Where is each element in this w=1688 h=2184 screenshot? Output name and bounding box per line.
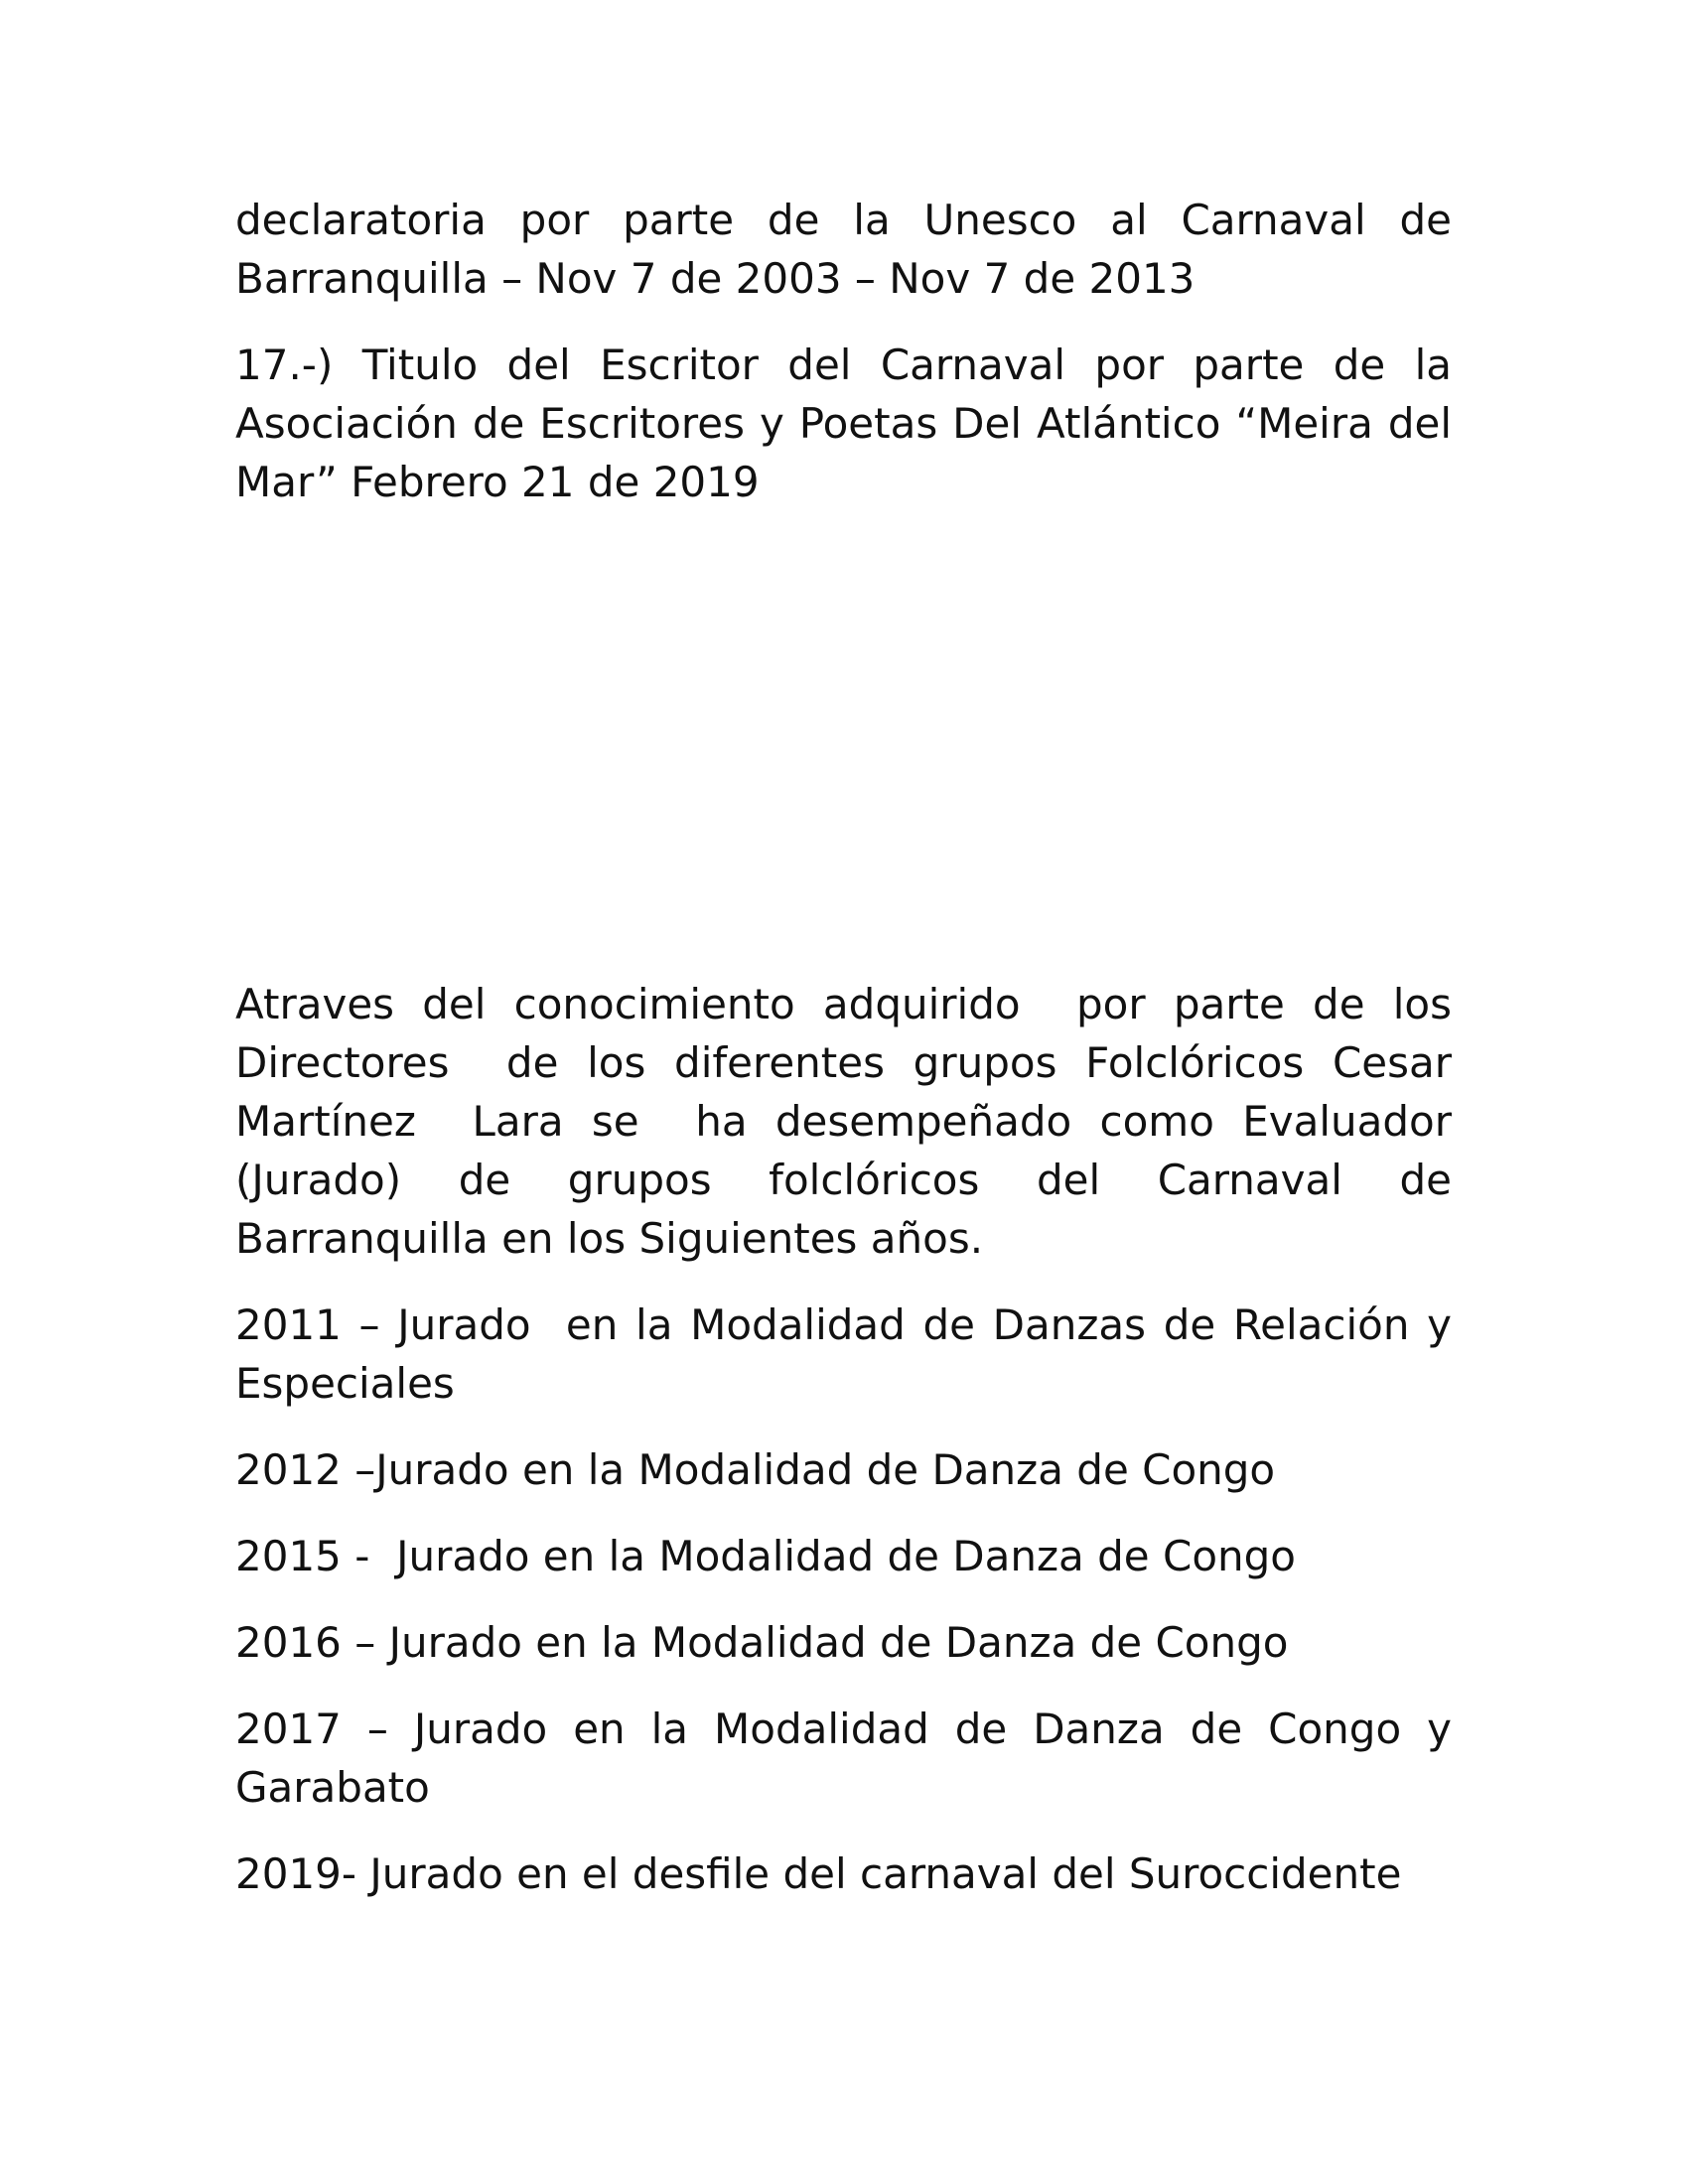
jury-entry-2011: 2011 – Jurado en la Modalidad de Danzas de Relación y Especiales	[235, 1300, 1466, 1408]
jury-intro-paragraph: Atraves del conocimiento adquirido por parte de los Directores de los diferentes grupos Folclóricos Cesar Martínez Lara se ha desempeñado como Evaluador (Jurado) de grupos folclóricos del Carnaval de Barranquilla en los Siguientes años.	[235, 980, 1466, 1263]
jury-entry-2015: 2015 - Jurado en la Modalidad de Danza de Congo	[235, 1532, 1296, 1580]
jury-entry-2012: 2012 –Jurado en la Modalidad de Danza de Congo	[235, 1445, 1276, 1494]
top-text-block	[235, 191, 1466, 539]
writer-title-paragraph: 17.-) Titulo del Escritor del Carnaval por parte de la Asociación de Escritores y Poetas Del Atlántico “Meira del Mar” Febrero 21 de 2019	[235, 341, 1466, 506]
jury-entry-2016: 2016 – Jurado en la Modalidad de Danza de Congo	[235, 1618, 1289, 1667]
jury-text-block	[235, 975, 1466, 1931]
jury-entry-2017: 2017 – Jurado en la Modalidad de Danza de Congo y Garabato	[235, 1705, 1466, 1812]
jury-entry-2019: 2019- Jurado en el desfile del carnaval del Suroccidente	[235, 1849, 1402, 1898]
unesco-declaration-paragraph: declaratoria por parte de la Unesco al Carnaval de Barranquilla – Nov 7 de 2003 – Nov 7 de 2013	[235, 196, 1466, 303]
